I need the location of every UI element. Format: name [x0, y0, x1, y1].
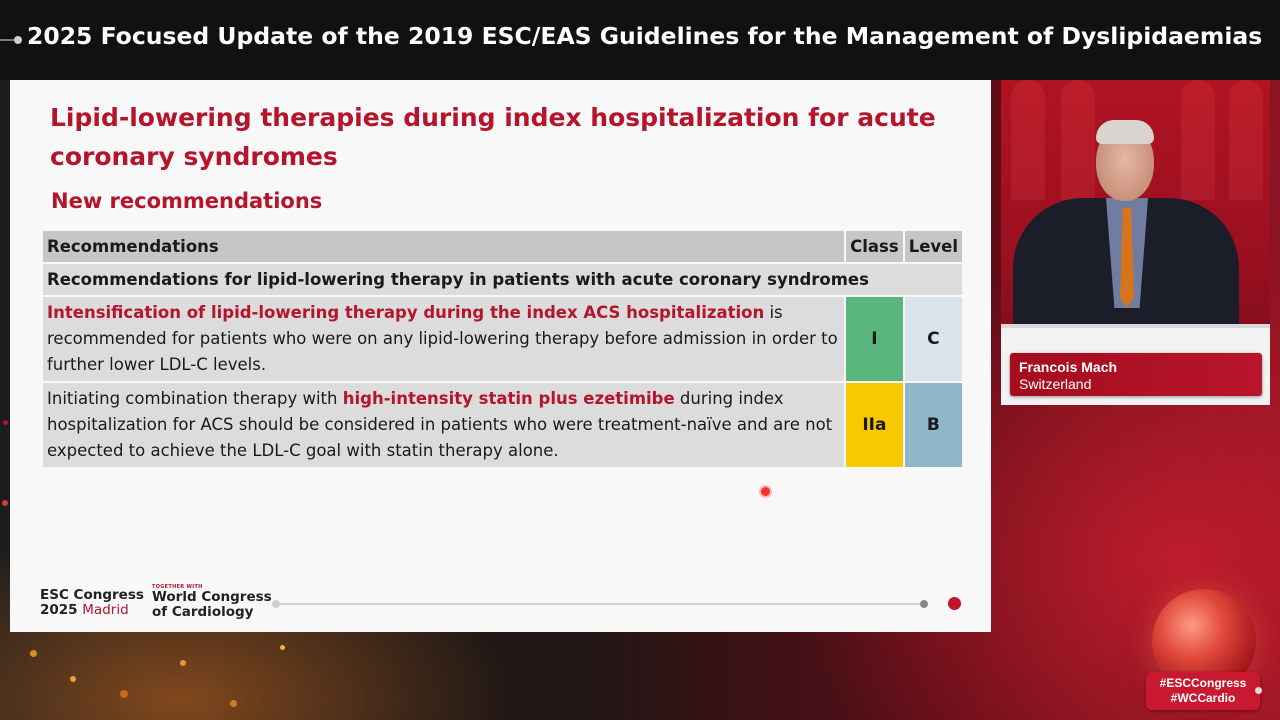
- presentation-slide: [10, 80, 991, 632]
- section-heading: Recommendations for lipid-lowering therapy in patients with acute coronary syndromes: [43, 264, 962, 295]
- recommendations-table: [41, 229, 964, 469]
- decor-speck: [180, 660, 186, 666]
- hashtag-escc: #ESCCongress: [1159, 676, 1247, 690]
- backdrop-column: [1011, 80, 1045, 200]
- class-badge: I: [846, 297, 903, 381]
- slide-progress-start-dot: [272, 600, 280, 608]
- recommendation-highlight: Intensification of lipid-lowering therapy during the index ACS hospitalization: [47, 303, 765, 322]
- backdrop-column: [1229, 80, 1263, 200]
- decor-speck: [2, 500, 8, 506]
- decor-speck: [280, 645, 285, 650]
- decor-speck: [70, 676, 76, 682]
- hashtag-wcc: #WCCardio: [1170, 691, 1236, 705]
- table-header-row: [43, 231, 962, 262]
- decor-speck: [120, 690, 128, 698]
- decor-speck: [30, 650, 37, 657]
- recommendation-text: [43, 383, 844, 467]
- recommendation-text-post: during index hospitalization for ACS should be considered in patients who were treatment-naïve and are not expected to achieve the LDL-C goal with statin therapy alone.: [47, 389, 833, 460]
- hashtag-dot: [1255, 687, 1262, 694]
- esc-congress-logo: [40, 588, 144, 618]
- backdrop-column: [1181, 80, 1215, 200]
- slide-subtitle: New recommendations: [51, 189, 323, 213]
- speaker-figure-hair: [1096, 120, 1154, 144]
- laser-pointer-dot: [761, 487, 770, 496]
- wcc-logo-line2: of Cardiology: [152, 604, 254, 620]
- table-row: [43, 297, 962, 381]
- speaker-country: Switzerland: [1019, 376, 1092, 392]
- slide-progress-marker: [920, 600, 928, 608]
- slide-progress-end-dot: [948, 597, 961, 610]
- wcc-logo: [152, 584, 272, 620]
- title-bar-dot: [14, 36, 22, 44]
- speaker-lower-third: [1010, 353, 1262, 396]
- recommendation-text-post: is recommended for patients who were on any lipid-lowering therapy before admission in order to further lower LDL-C levels.: [47, 303, 838, 374]
- slide-title: Lipid-lowering therapies during index hospitalization for acute coronary syndromes: [50, 103, 936, 171]
- wcc-logo-line1: World Congress: [152, 589, 272, 605]
- level-badge: C: [905, 297, 962, 381]
- esc-logo-line2: [40, 603, 144, 618]
- table-section-row: [43, 264, 962, 295]
- slide-progress-track: [276, 603, 926, 605]
- recommendation-text: [43, 297, 844, 381]
- header-class: Class: [846, 231, 903, 262]
- hashtag-badge: [1146, 672, 1260, 710]
- table-row: [43, 383, 962, 467]
- speaker-name: Francois Mach: [1019, 359, 1118, 375]
- esc-logo-city: Madrid: [82, 602, 129, 618]
- decor-speck: [230, 700, 237, 707]
- recommendation-highlight: high-intensity statin plus ezetimibe: [342, 389, 675, 408]
- speaker-video: [1001, 80, 1270, 405]
- decor-speck: [3, 420, 8, 425]
- esc-logo-year: 2025: [40, 602, 78, 618]
- wcc-logo-tag: TOGETHER WITH: [152, 584, 203, 590]
- session-title: 2025 Focused Update of the 2019 ESC/EAS Guidelines for the Management of Dyslipidaemias: [27, 22, 1263, 50]
- title-bar: [0, 0, 1280, 80]
- level-badge: B: [905, 383, 962, 467]
- class-badge: IIa: [846, 383, 903, 467]
- recommendation-text-pre: Initiating combination therapy with: [47, 389, 343, 408]
- header-recommendations: Recommendations: [43, 231, 844, 262]
- header-level: Level: [905, 231, 962, 262]
- backdrop-column: [1061, 80, 1095, 200]
- esc-logo-line1: ESC Congress: [40, 587, 144, 603]
